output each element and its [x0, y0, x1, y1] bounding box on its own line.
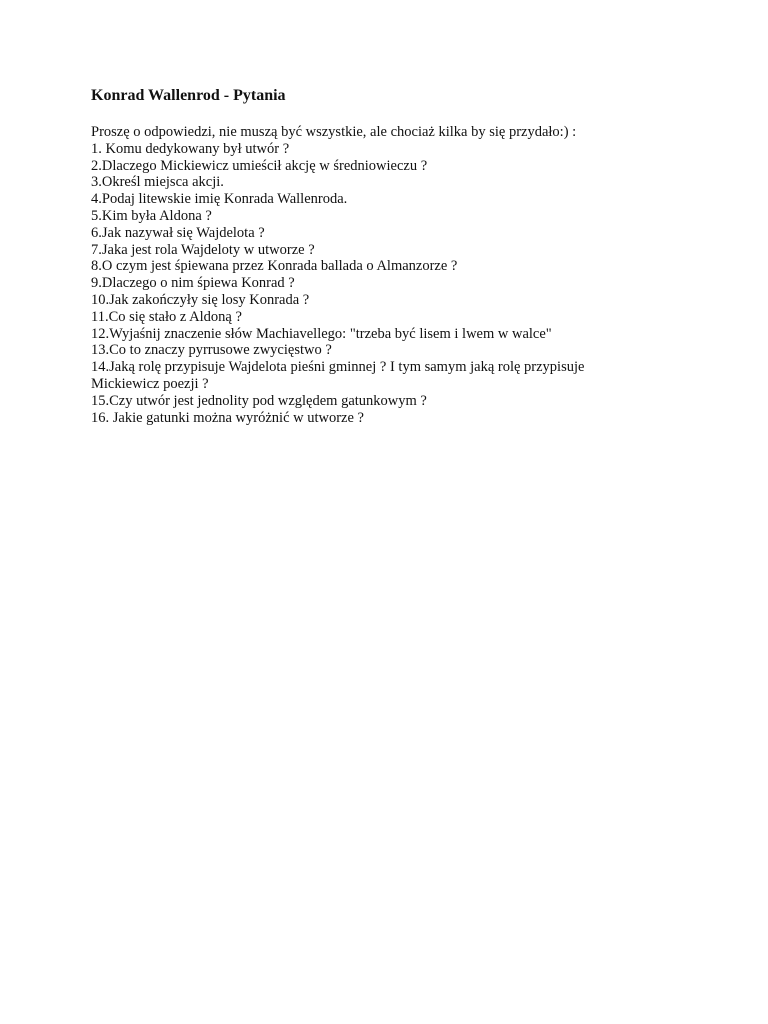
question-item: 15.Czy utwór jest jednolity pod względem gatunkowym ?: [91, 392, 427, 409]
question-item: 5.Kim była Aldona ?: [91, 207, 212, 224]
question-item: 16. Jakie gatunki można wyróżnić w utworze ?: [91, 409, 364, 426]
question-list: [91, 141, 731, 427]
document-title: Konrad Wallenrod - Pytania: [91, 87, 286, 104]
question-item: 7.Jaka jest rola Wajdeloty w utworze ?: [91, 241, 315, 258]
question-item: 2.Dlaczego Mickiewicz umieścił akcję w średniowieczu ?: [91, 157, 428, 174]
question-item: 12.Wyjaśnij znaczenie słów Machiavellego: "trzeba być lisem i lwem w walce": [91, 325, 552, 342]
document-page: [91, 86, 731, 426]
question-item: 11.Co się stało z Aldoną ?: [91, 308, 242, 325]
question-item: 1. Komu dedykowany był utwór ?: [91, 140, 290, 157]
question-item: 6.Jak nazywał się Wajdelota ?: [91, 224, 265, 241]
question-item: 10.Jak zakończyły się losy Konrada ?: [91, 291, 310, 308]
question-item: 9.Dlaczego o nim śpiewa Konrad ?: [91, 275, 295, 292]
question-item: 13.Co to znaczy pyrrusowe zwycięstwo ?: [91, 342, 332, 359]
question-item: 3.Określ miejsca akcji.: [91, 174, 224, 191]
intro-text: Proszę o odpowiedzi, nie muszą być wszystkie, ale chociaż kilka by się przydało:) :: [91, 124, 577, 140]
question-item: 14.Jaką rolę przypisuje Wajdelota pieśni gminnej ? I tym samym jaką rolę przypisuje Mickiewicz poezji ?: [91, 359, 585, 392]
question-item: 8.O czym jest śpiewana przez Konrada ballada o Almanzorze ?: [91, 258, 458, 275]
question-item: 4.Podaj litewskie imię Konrada Wallenroda.: [91, 191, 348, 208]
